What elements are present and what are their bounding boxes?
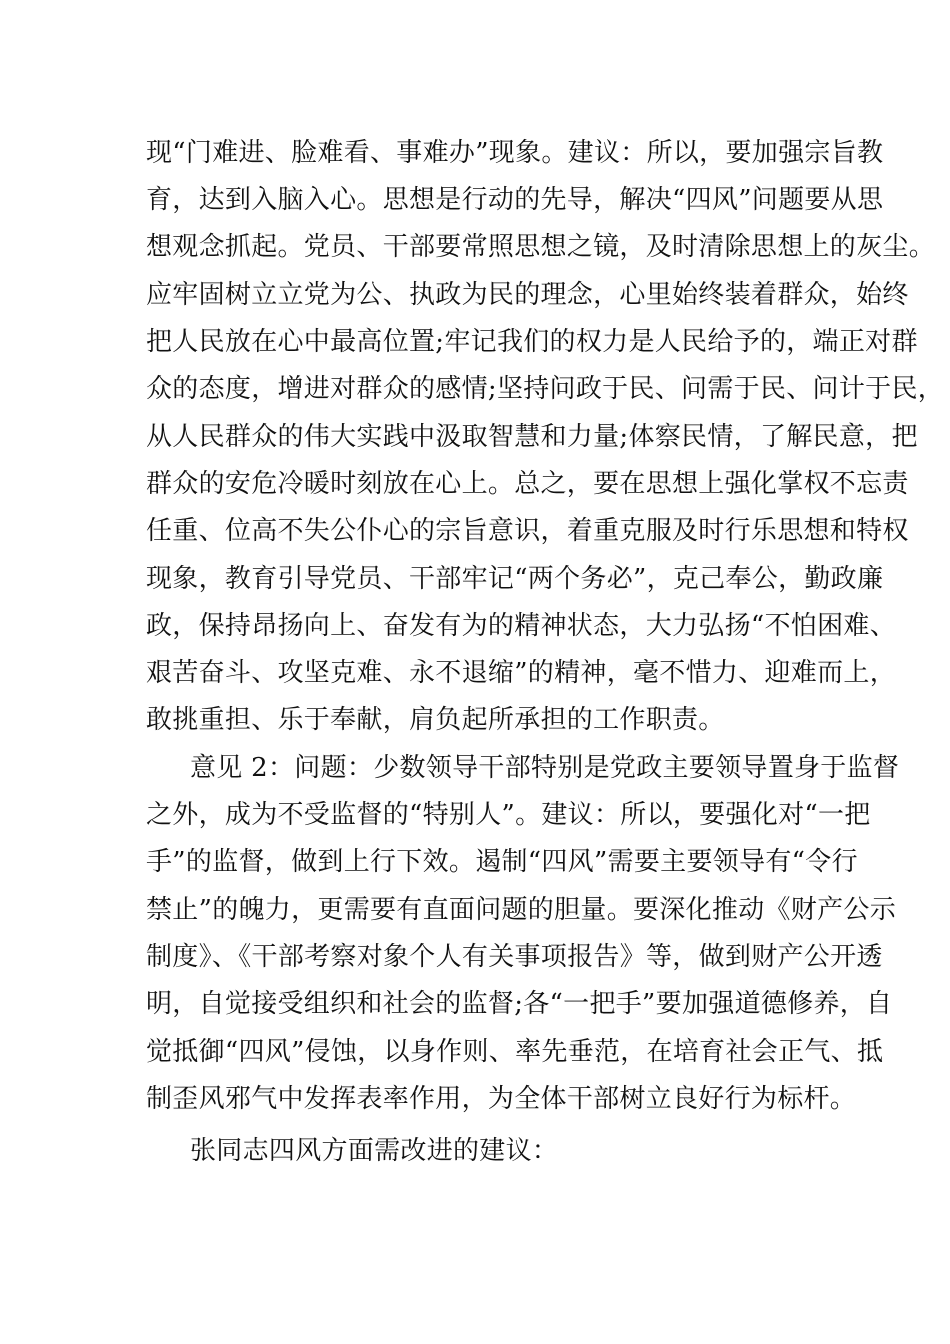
text-line: 从人民群众的伟大实践中汲取智慧和力量;体察民情，了解民意，把: [146, 422, 918, 452]
paragraph-start-line: 意见 2：问题：少数领导干部特别是党政主要领导置身于监督: [190, 753, 900, 783]
text-line: 众的态度，增进对群众的感情;坚持问政于民、问需于民、问计于民，: [146, 374, 945, 404]
text-line: 把人民放在心中最高位置;牢记我们的权力是人民给予的，端正对群: [146, 327, 918, 357]
text-line: 现象，教育引导党员、干部牢记“两个务必”，克己奉公，勤政廉: [146, 564, 884, 594]
text-line: 之外，成为不受监督的“特别人”。建议：所以，要强化对“一把: [146, 800, 871, 830]
text-line: 政，保持昂扬向上、奋发有为的精神状态，大力弘扬“不怕困难、: [146, 611, 896, 641]
text-line: 制度》、《干部考察对象个人有关事项报告》等，做到财产公开透: [146, 942, 883, 972]
section-heading: 张同志四风方面需改进的建议：: [190, 1136, 559, 1166]
text-line: 现“门难进、脸难看、事难办”现象。建议：所以，要加强宗旨教: [146, 138, 884, 168]
text-line: 艰苦奋斗、攻坚克难、永不退缩”的精神，毫不惜力、迎难而上，: [146, 658, 896, 688]
text-line: 手”的监督，做到上行下效。遏制“四风”需要主要领导有“令行: [146, 847, 858, 877]
text-line: 觉抵御“四风”侵蚀，以身作则、率先垂范，在培育社会正气、抵: [146, 1037, 884, 1067]
text-line: 禁止”的魄力，更需要有直面问题的胆量。要深化推动《财产公示: [146, 895, 896, 925]
text-line: 明，自觉接受组织和社会的监督;各“一把手”要加强道德修养，自: [146, 989, 893, 1019]
text-line: 制歪风邪气中发挥表率作用，为全体干部树立良好行为标杆。: [146, 1084, 857, 1114]
text-line: 群众的安危冷暖时刻放在心上。总之，要在思想上强化掌权不忘责: [146, 469, 909, 499]
text-line: 育，达到入脑入心。思想是行动的先导，解决“四风”问题要从思: [146, 185, 884, 215]
text-line: 任重、位高不失公仆心的宗旨意识，着重克服及时行乐思想和特权: [146, 516, 909, 546]
text-line: 敢挑重担、乐于奉献，肩负起所承担的工作职责。: [146, 705, 725, 735]
text-line: 想观念抓起。党员、干部要常照思想之镜，及时清除思想上的灰尘。: [146, 232, 936, 262]
text-line: 应牢固树立立党为公、执政为民的理念，心里始终装着群众，始终: [146, 280, 909, 310]
